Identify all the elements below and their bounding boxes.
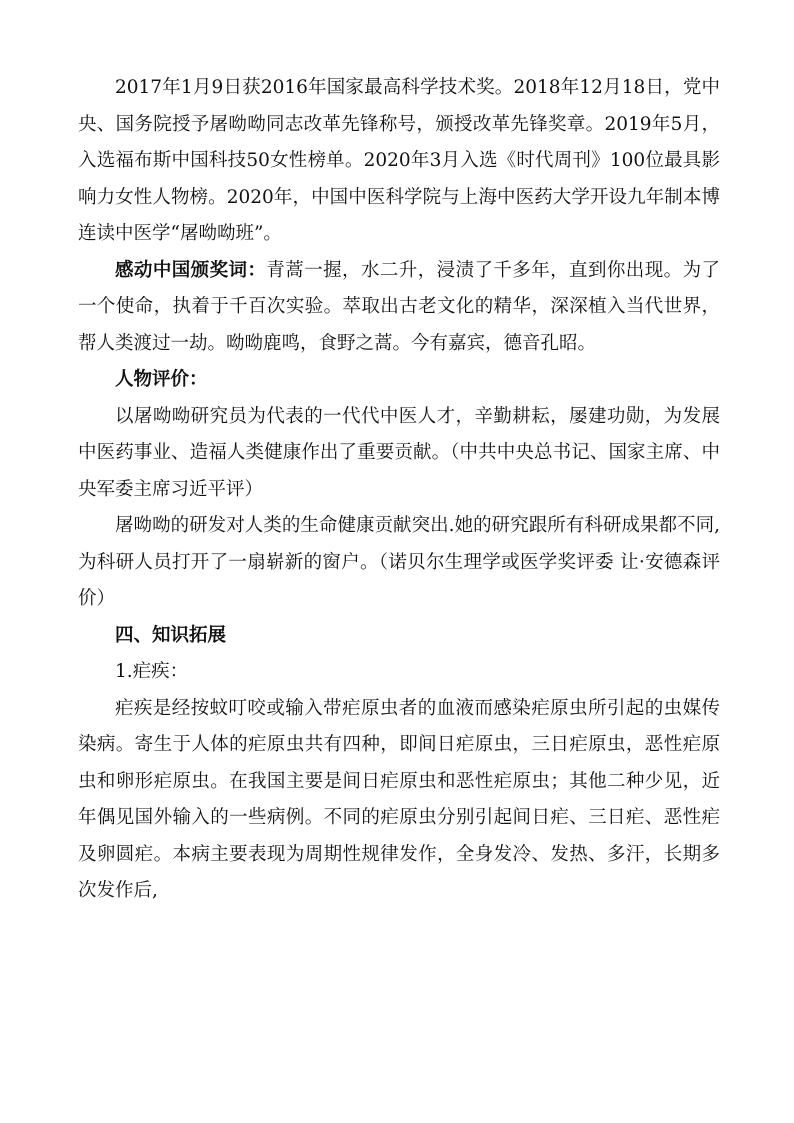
heading-evaluation: 人物评价： bbox=[115, 369, 208, 390]
touching-china-label: 感动中国颁奖词： bbox=[115, 259, 267, 281]
paragraph-evaluation-nobel: 屠呦呦的研发对人类的生命健康贡献突出.她的研究跟所有科研成果都不同,为科研人员打开了一扇崭新的窗户。（诺贝尔生理学或医学奖评委 让·安德森评价） bbox=[78, 515, 720, 609]
subheading-malaria: 1.疟疾： bbox=[115, 661, 189, 682]
document-page bbox=[78, 70, 720, 910]
paragraph-evaluation-xi: 以屠呦呦研究员为代表的一代代中医人才，辛勤耕耘，屡建功勋，为发展中医药事业、造福人类健康作出了重要贡献。（中共中央总书记、国家主席、中央军委主席习近平评） bbox=[78, 405, 720, 500]
paragraph-touching-china bbox=[78, 253, 720, 363]
heading-knowledge-expansion: 四、知识拓展 bbox=[115, 624, 227, 646]
paragraph-awards: 2017年1月9日获2016年国家最高科学技术奖。2018年12月18日，党中央、国务院授予屠呦呦同志改革先锋称号，颁授改革先锋奖章。2019年5月，入选福布斯中国科技50女性榜单。2020年3月入选《时代周刊》100位最具影响力女性人物榜。2020年，中国中医科学院与上海中医药大学开设九年制本博连读中医学“屠呦呦班”。 bbox=[78, 77, 720, 244]
paragraph-malaria: 疟疾是经按蚊叮咬或输入带疟原虫者的血液而感染疟原虫所引起的虫媒传染病。寄生于人体的疟原虫共有四种，即间日疟原虫，三日疟原虫，恶性疟原虫和卵形疟原虫。在我国主要是间日疟原虫和恶性疟原虫；其他二种少见，近年偶见国外输入的一些病例。不同的疟原虫分别引起间日疟、三日疟、恶性疟及卵圆疟。本病主要表现为周期性规律发作，全身发冷、发热、多汗，长期多次发作后, bbox=[78, 697, 720, 901]
touching-china-text: 青蒿一握，水二升，浸渍了千多年，直到你出现。为了一个使命，执着于千百次实验。萃取出古老文化的精华，深深植入当代世界，帮人类渡过一劫。呦呦鹿鸣，食野之蒿。今有嘉宾，德音孔昭。 bbox=[78, 259, 720, 354]
